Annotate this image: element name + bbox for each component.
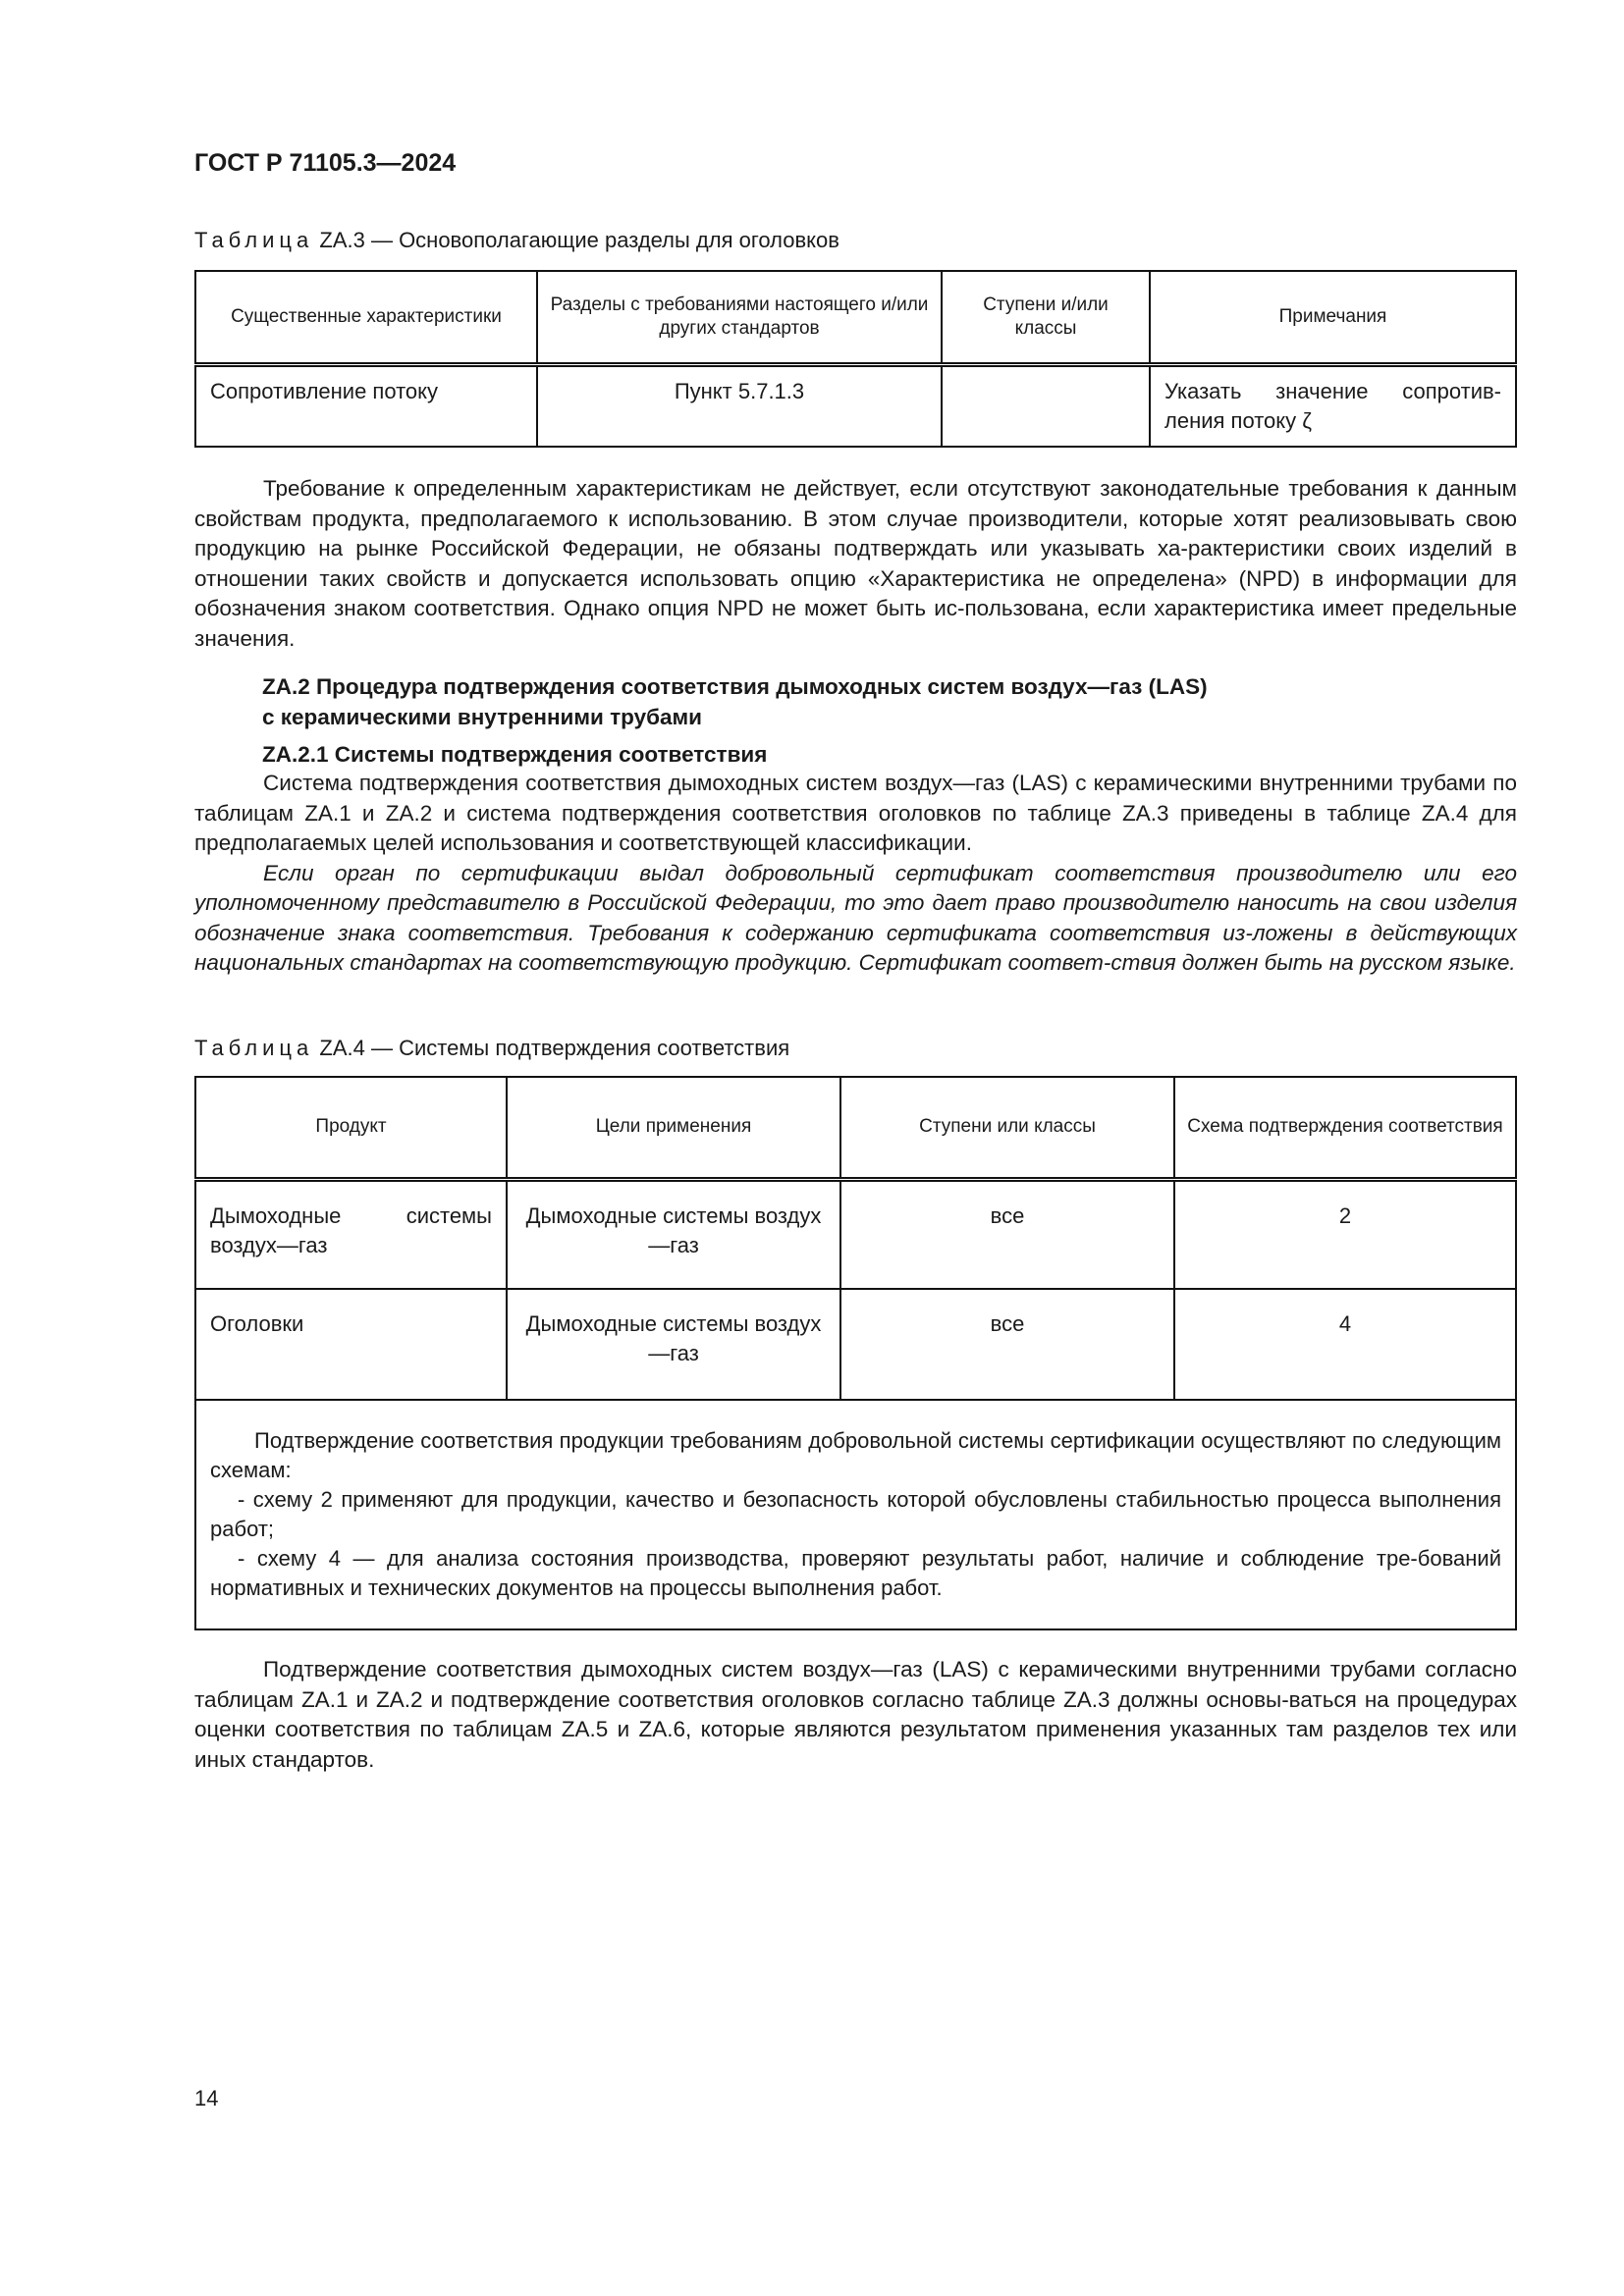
caption-text: ZA.4 — Системы подтверждения соответствия [313,1036,790,1060]
table-cell: все [840,1179,1174,1289]
table-cell [942,364,1150,447]
table-cell: Дымоходные системы воздух—газ [195,1179,507,1289]
document-header: ГОСТ Р 71105.3—2024 [194,149,457,177]
note-item: - схему 2 применяют для продукции, качество и безопасность которой обусловлены стабильностью процесса выполнения работ; [210,1487,1501,1541]
paragraph-italic: Если орган по сертификации выдал добровольный сертификат соответствия производителю или его уполномоченному представителю в Российской Федерации, то это дает право производителю наносить на свои изделия обозначение знака соответствия. Требования к содержанию сертификата соответствия из-ложены в действующих национальных стандартах на соответствующую продукцию. Сертификат соответ-ствия должен быть на русском языке. [194,860,1517,975]
section-za2-heading [262,671,1208,732]
caption-label: Таблица [194,228,314,252]
column-header: Ступени и/или классы [942,271,1150,364]
paragraph-text: Подтверждение соответствия дымоходных систем воздух—газ (LAS) с керамическими внутренними трубами согласно таблицам ZA.1 и ZA.2 и подтверждение соответствия оголовков согласно таблице ZA.3 должны основы-ваться на процедурах оценки соответствия по таблицам ZA.5 и ZA.6, которые являются результатом применения указанных там разделов тех или иных стандартов. [194,1657,1517,1772]
note-text: Подтверждение соответствия продукции требованиям добровольной системы сертификации осуществляют по следующим схемам: [210,1428,1501,1482]
heading-line: ZA.2 Процедура подтверждения соответствия дымоходных систем воздух—газ (LAS) [262,674,1208,699]
paragraph-text: Система подтверждения соответствия дымоходных систем воздух—газ (LAS) с керамическими внутренними трубами по таблицам ZA.1 и ZA.2 и система подтверждения соответствия оголовков по таблице ZA.3 приведены в таблице ZA.4 для предполагаемых целей использования и соответствующей классификации. [194,771,1517,855]
column-header: Схема подтверждения соответствия [1174,1077,1516,1179]
page-number: 14 [194,2086,219,2110]
table-za4-caption [194,1036,789,1061]
table-cell: Указать значение сопротив-ления потоку ζ [1150,364,1516,447]
caption-text: ZA.3 — Основополагающие разделы для оголовков [313,228,839,252]
table-cell: Дымоходные системы воздух—газ [507,1179,840,1289]
table-cell: Сопротивление потоку [195,364,537,447]
paragraph-text: Требование к определенным характеристикам не действует, если отсутствуют законодательные требования к данным свойствам продукта, предполагаемого к использованию. В этом случае производители, которые хотят реализовывать свою продукцию на рынке Российской Федерации, не обязаны подтверждать или указывать ха-рактеристики своих изделий в отношении таких свойств и допускается использовать опцию «Характеристика не определена» (NPD) в информации для обозначения знаком соответствия. Однако опция NPD не может быть ис-пользована, если характеристика имеет предельные значения. [194,476,1517,651]
table-za3 [194,270,1517,448]
table-note-row [195,1400,1516,1629]
table-note [195,1400,1516,1629]
caption-label: Таблица [194,1036,314,1060]
table-za3-caption [194,228,839,253]
table-cell: все [840,1289,1174,1400]
table-cell: 2 [1174,1179,1516,1289]
column-header: Ступени или классы [840,1077,1174,1179]
column-header: Примечания [1150,271,1516,364]
table-row [195,1179,1516,1289]
column-header: Существенные характеристики [195,271,537,364]
table-row [195,1289,1516,1400]
column-header: Цели применения [507,1077,840,1179]
section-za21-heading: ZA.2.1 Системы подтверждения соответствия [262,742,768,767]
paragraph-final [194,1655,1517,1775]
column-header: Разделы с требованиями настоящего и/или других стандартов [537,271,942,364]
table-cell: Пункт 5.7.1.3 [537,364,942,447]
section-za21-body [194,769,1517,979]
table-za4 [194,1076,1517,1630]
note-item: - схему 4 — для анализа состояния производства, проверяют результаты работ, наличие и соблюдение тре-бований нормативных и технических документов на процессы выполнения работ. [210,1546,1501,1600]
table-cell: 4 [1174,1289,1516,1400]
paragraph-npd [194,474,1517,654]
table-row [195,364,1516,447]
column-header: Продукт [195,1077,507,1179]
table-cell: Дымоходные системы воздух—газ [507,1289,840,1400]
heading-line: с керамическими внутренними трубами [262,705,702,729]
table-cell: Оголовки [195,1289,507,1400]
